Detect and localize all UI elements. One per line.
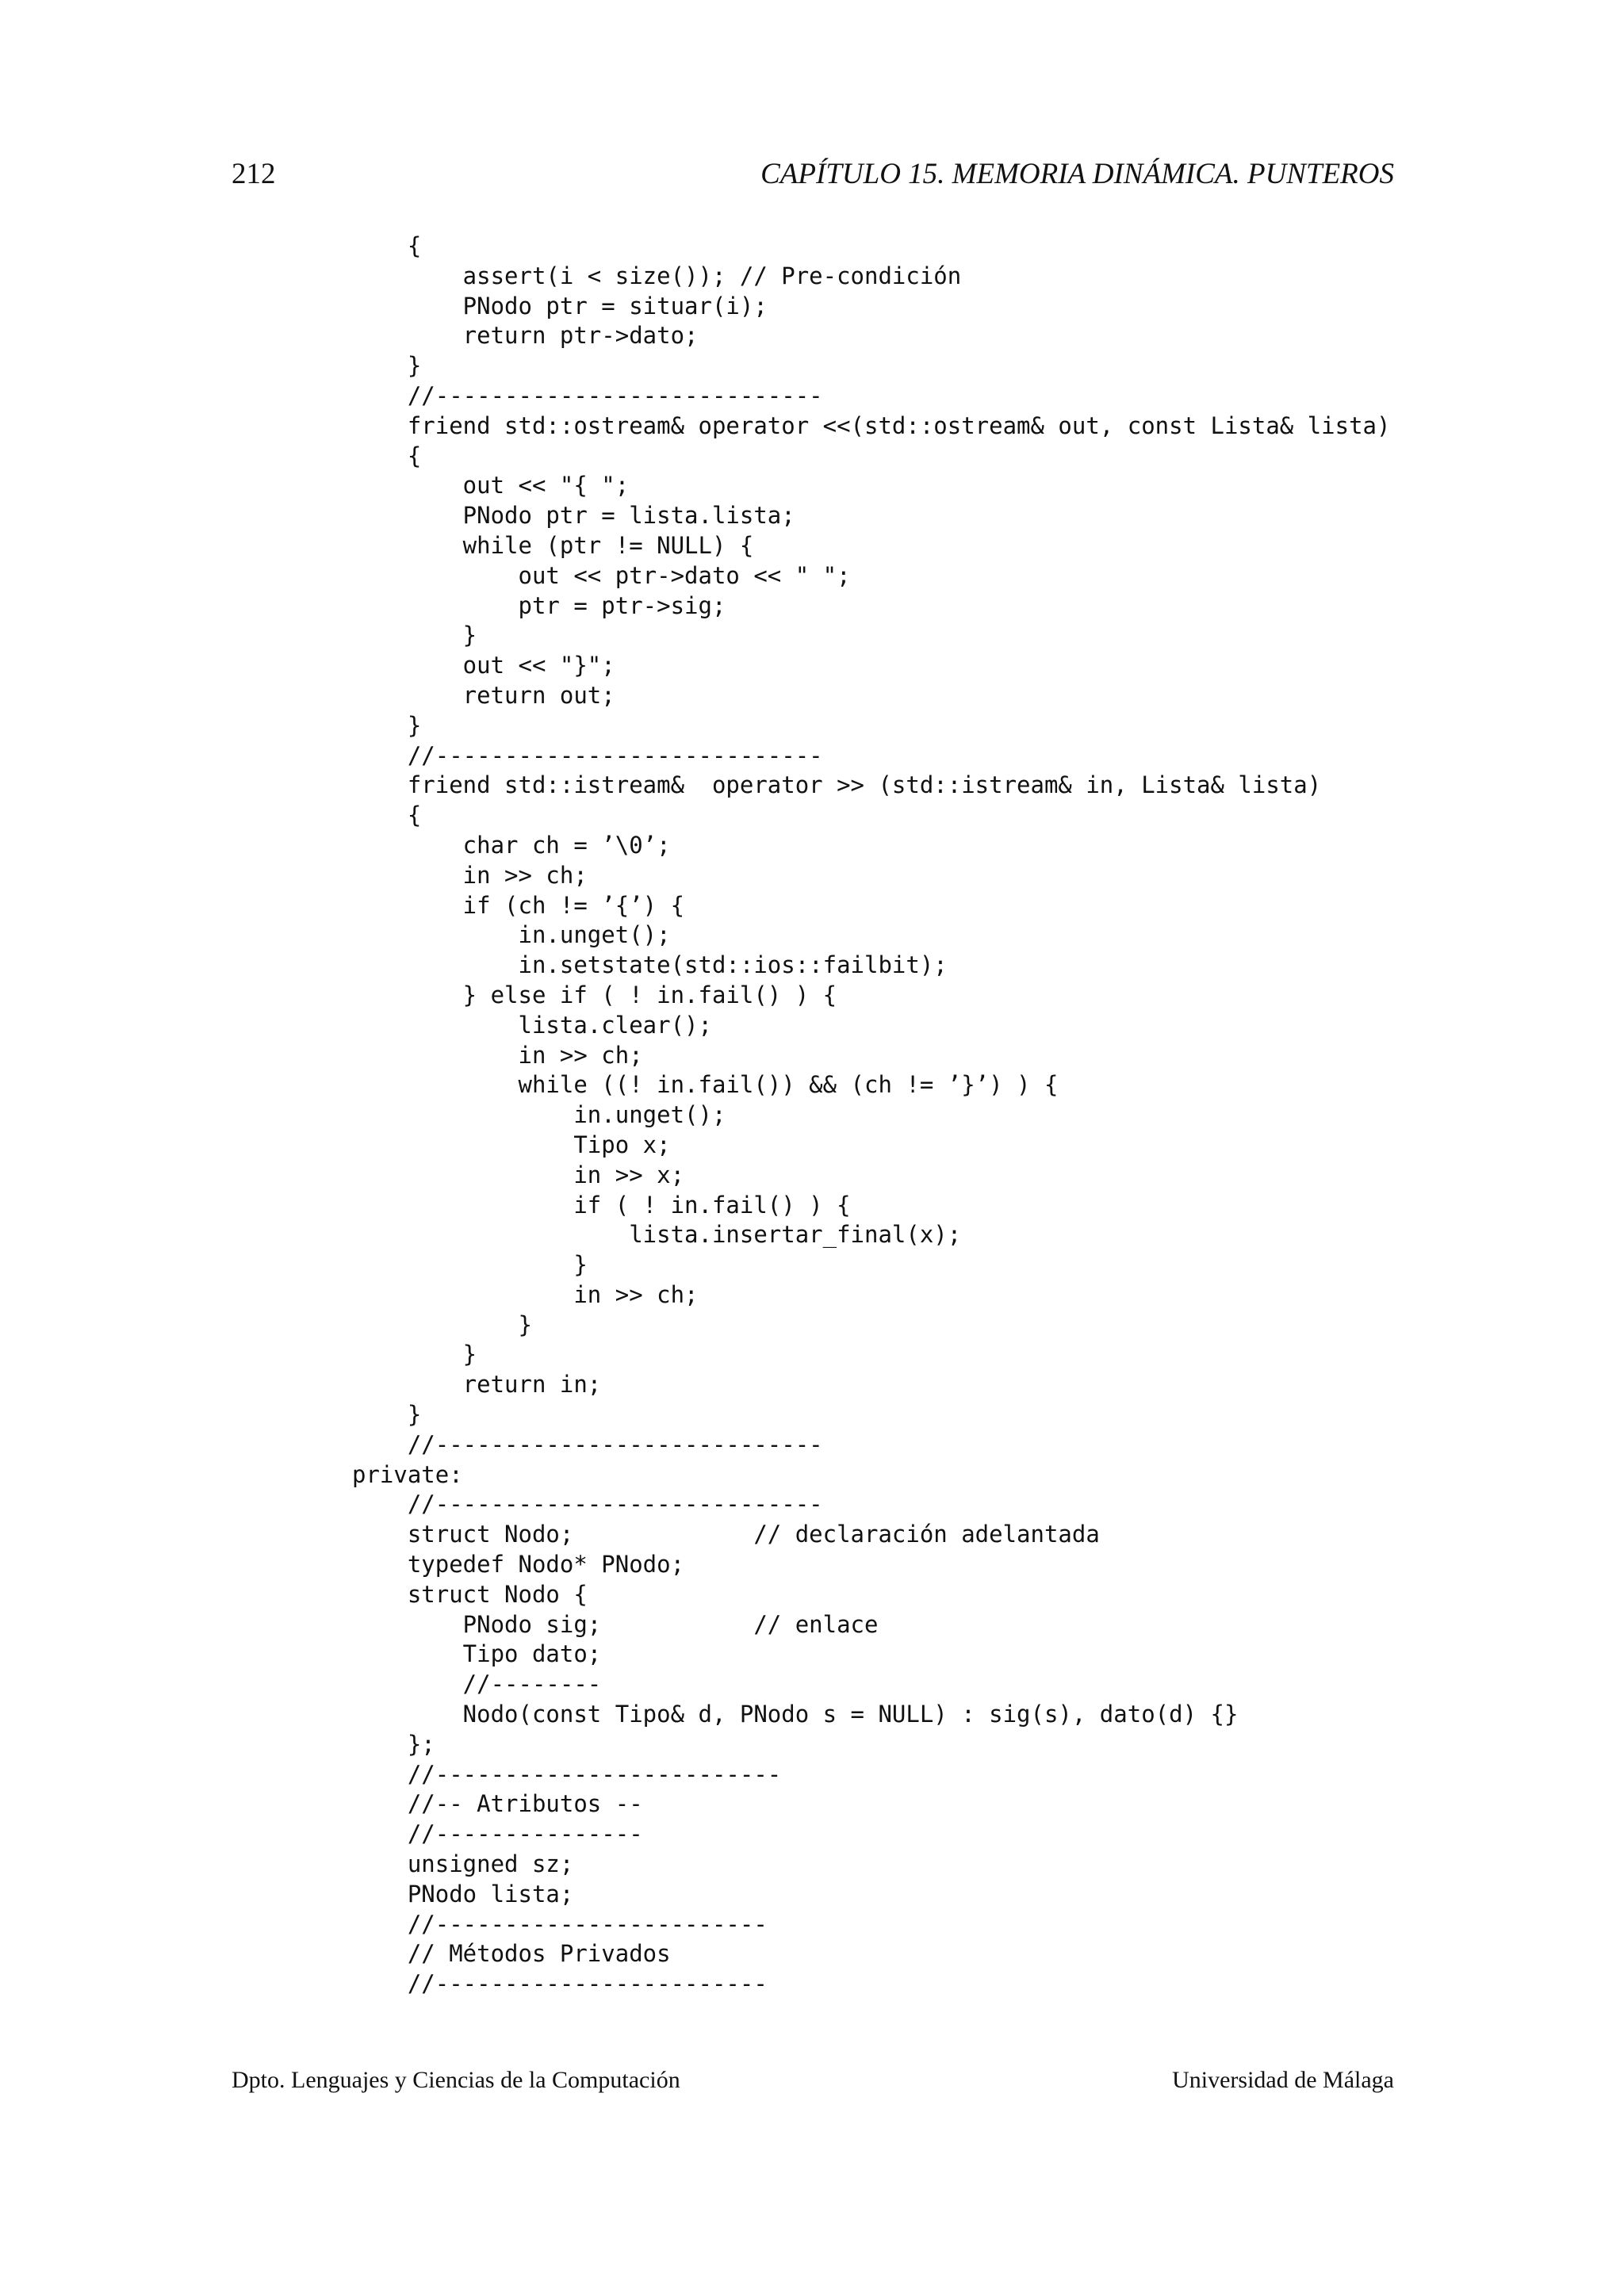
code-line: private:	[352, 1460, 463, 1488]
code-line: if ( ! in.fail() ) {	[352, 1191, 851, 1219]
code-line: struct Nodo; // declaración adelantada	[352, 1521, 1100, 1548]
code-line: unsigned sz;	[352, 1850, 574, 1878]
code-line: }	[352, 1251, 588, 1279]
code-line: while (ptr != NULL) {	[352, 531, 754, 559]
page-number: 212	[232, 158, 276, 190]
footer-university: Universidad de Málaga	[1172, 2067, 1394, 2093]
code-line: //------------------------	[352, 1970, 768, 1998]
code-line: ptr = ptr->sig;	[352, 591, 726, 619]
code-line: in >> x;	[352, 1161, 685, 1188]
code-line: }	[352, 1311, 532, 1338]
code-line: in >> ch;	[352, 1041, 643, 1069]
code-line: friend std::istream& operator >> (std::istream& in, Lista& lista)	[352, 771, 1322, 799]
code-line: }	[352, 622, 477, 649]
code-line: }	[352, 352, 422, 380]
code-line: //---------------	[352, 1820, 643, 1848]
code-line: {	[352, 802, 422, 829]
code-line: //-------------------------	[352, 1760, 782, 1788]
code-line: } else if ( ! in.fail() ) {	[352, 981, 837, 1008]
code-line: PNodo ptr = situar(i);	[352, 292, 768, 320]
code-listing	[352, 232, 1390, 1999]
code-line: Nodo(const Tipo& d, PNodo s = NULL) : sig(s), dato(d) {}	[352, 1701, 1239, 1728]
code-line: Tipo dato;	[352, 1640, 602, 1668]
code-line: char ch = ’\0’;	[352, 831, 671, 859]
code-line: }	[352, 1341, 477, 1368]
code-line: lista.clear();	[352, 1011, 712, 1039]
code-line: assert(i < size()); // Pre-condición	[352, 262, 962, 289]
footer-department: Dpto. Lenguajes y Ciencias de la Computación	[232, 2067, 680, 2093]
code-line: //----------------------------	[352, 1490, 823, 1518]
code-line: PNodo sig; // enlace	[352, 1610, 879, 1638]
code-line: in.unget();	[352, 921, 671, 949]
code-line: in.unget();	[352, 1101, 726, 1129]
code-line: if (ch != ’{’) {	[352, 891, 685, 919]
chapter-title: CAPÍTULO 15. MEMORIA DINÁMICA. PUNTEROS	[760, 158, 1394, 190]
code-line: {	[352, 442, 422, 469]
code-line: typedef Nodo* PNodo;	[352, 1551, 685, 1578]
code-line: in >> ch;	[352, 1280, 699, 1308]
code-line: return ptr->dato;	[352, 322, 699, 350]
code-line: in >> ch;	[352, 861, 588, 889]
code-line: out << "{ ";	[352, 472, 630, 499]
code-line: lista.insertar_final(x);	[352, 1221, 962, 1249]
code-line: out << ptr->dato << " ";	[352, 561, 851, 589]
code-line: in.setstate(std::ios::failbit);	[352, 951, 948, 979]
code-line: //----------------------------	[352, 741, 823, 769]
code-line: Tipo x;	[352, 1131, 671, 1158]
code-line: //------------------------	[352, 1910, 768, 1938]
code-line: return out;	[352, 681, 615, 709]
code-line: while ((! in.fail()) && (ch != ’}’) ) {	[352, 1071, 1059, 1099]
code-line: PNodo ptr = lista.lista;	[352, 502, 795, 530]
code-line: //----------------------------	[352, 1430, 823, 1458]
code-line: friend std::ostream& operator <<(std::ostream& out, const Lista& lista)	[352, 411, 1391, 439]
code-line: PNodo lista;	[352, 1880, 574, 1908]
code-line: };	[352, 1730, 435, 1758]
code-line: // Métodos Privados	[352, 1940, 671, 1968]
code-line: //-- Atributos --	[352, 1790, 643, 1818]
code-line: //--------	[352, 1670, 602, 1698]
code-line: out << "}";	[352, 652, 615, 679]
code-line: {	[352, 232, 422, 259]
code-line: struct Nodo {	[352, 1580, 588, 1608]
code-line: }	[352, 1401, 422, 1429]
code-line: return in;	[352, 1371, 602, 1399]
code-line: //----------------------------	[352, 381, 823, 409]
code-line: }	[352, 711, 422, 739]
